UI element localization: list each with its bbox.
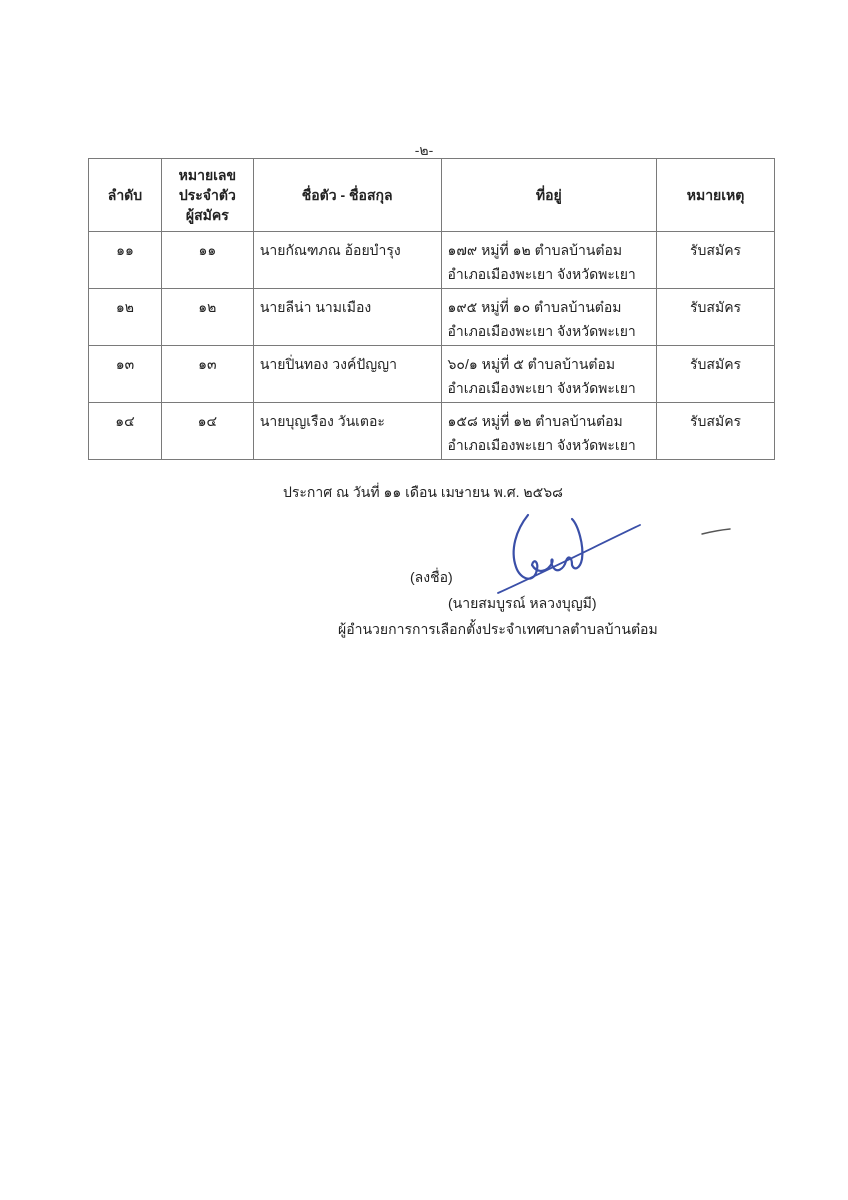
cell-name: นายลีน่า นามเมือง bbox=[253, 289, 441, 346]
cell-remark: รับสมัคร bbox=[657, 289, 775, 346]
table-row bbox=[89, 289, 775, 346]
address-line: อำเภอเมืองพะเยา จังหวัดพะเยา bbox=[447, 437, 636, 453]
cell-order: ๑๔ bbox=[89, 403, 162, 460]
header-id-line: ผู้สมัคร bbox=[185, 207, 229, 223]
cell-name: นายบุญเรือง วันเตอะ bbox=[253, 403, 441, 460]
cell-remark: รับสมัคร bbox=[657, 232, 775, 289]
cell-address bbox=[441, 232, 657, 289]
cell-order: ๑๓ bbox=[89, 346, 162, 403]
cell-remark: รับสมัคร bbox=[657, 346, 775, 403]
header-id-line: ประจำตัว bbox=[178, 187, 236, 203]
header-id-line: หมายเลข bbox=[178, 167, 237, 183]
address-line: ๖๐/๑ หมู่ที่ ๕ ตำบลบ้านต๋อม bbox=[447, 356, 616, 372]
table-header bbox=[89, 159, 775, 232]
address-line: ๑๕๘ หมู่ที่ ๑๒ ตำบลบ้านต๋อม bbox=[447, 413, 623, 429]
cell-order: ๑๒ bbox=[89, 289, 162, 346]
address-line: ๑๙๕ หมู่ที่ ๑๐ ตำบลบ้านต๋อม bbox=[447, 299, 622, 315]
address-line: ๑๗๙ หมู่ที่ ๑๒ ตำบลบ้านต๋อม bbox=[447, 242, 623, 258]
header-candidate-id bbox=[161, 159, 253, 232]
cell-name: นายปิ่นทอง วงค์ปัญญา bbox=[253, 346, 441, 403]
cell-order: ๑๑ bbox=[89, 232, 162, 289]
announcement-date: ประกาศ ณ วันที่ ๑๑ เดือน เมษายน พ.ศ. ๒๕๖๘ bbox=[283, 484, 563, 500]
header-order: ลำดับ bbox=[89, 159, 162, 232]
header-remark: หมายเหตุ bbox=[657, 159, 775, 232]
cell-candidate-id: ๑๔ bbox=[161, 403, 253, 460]
address-line: อำเภอเมืองพะเยา จังหวัดพะเยา bbox=[447, 323, 636, 339]
handwritten-signature bbox=[488, 505, 648, 605]
candidates-table bbox=[88, 158, 775, 460]
header-address: ที่อยู่ bbox=[441, 159, 657, 232]
page-number: -๒- bbox=[414, 142, 434, 158]
table-row bbox=[89, 403, 775, 460]
pen-stroke-mark bbox=[700, 526, 732, 538]
cell-address bbox=[441, 403, 657, 460]
cell-name: นายกัณฑภณ อ้อยบำรุง bbox=[253, 232, 441, 289]
cell-candidate-id: ๑๒ bbox=[161, 289, 253, 346]
cell-address bbox=[441, 289, 657, 346]
header-name: ชื่อตัว - ชื่อสกุล bbox=[253, 159, 441, 232]
header-row bbox=[89, 159, 775, 232]
cell-candidate-id: ๑๓ bbox=[161, 346, 253, 403]
table-row bbox=[89, 232, 775, 289]
table-row bbox=[89, 346, 775, 403]
cell-candidate-id: ๑๑ bbox=[161, 232, 253, 289]
signer-name: (นายสมบูรณ์ หลวงบุญมี) bbox=[448, 595, 597, 611]
cell-address bbox=[441, 346, 657, 403]
signer-title: ผู้อำนวยการการเลือกตั้งประจำเทศบาลตำบลบ้านต๋อม bbox=[338, 621, 658, 637]
table-body bbox=[89, 232, 775, 460]
address-line: อำเภอเมืองพะเยา จังหวัดพะเยา bbox=[447, 380, 636, 396]
signed-label: (ลงชื่อ) bbox=[410, 569, 453, 585]
address-line: อำเภอเมืองพะเยา จังหวัดพะเยา bbox=[447, 266, 636, 282]
cell-remark: รับสมัคร bbox=[657, 403, 775, 460]
